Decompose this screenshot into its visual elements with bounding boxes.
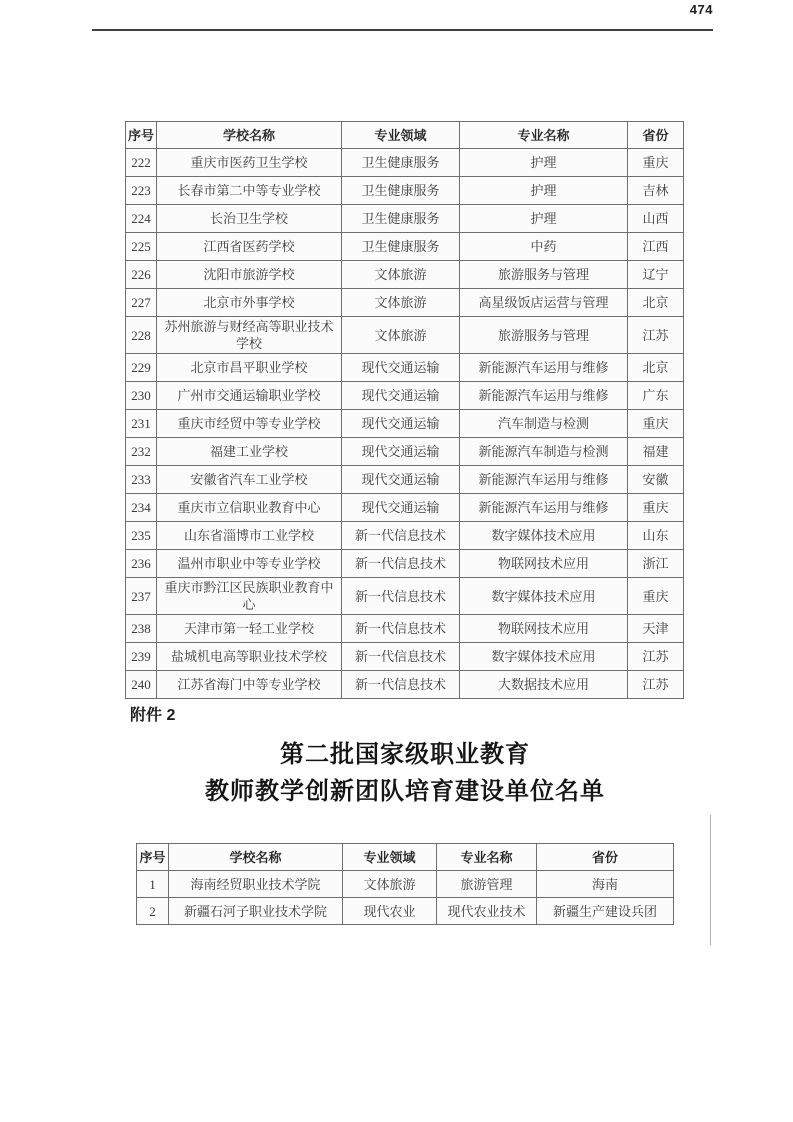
table-cell: 现代交通运输	[342, 494, 460, 522]
scan-artifact-line	[710, 815, 711, 945]
table-row	[126, 382, 684, 410]
table-cell: 新一代信息技术	[342, 550, 460, 578]
table-cell: 安徽	[628, 466, 684, 494]
table-cell: 现代交通运输	[342, 438, 460, 466]
table-cell: 江苏	[628, 671, 684, 699]
table-cell: 现代交通运输	[342, 382, 460, 410]
table-cell: 山东	[628, 522, 684, 550]
table-cell: 1	[137, 871, 169, 898]
table-row	[126, 317, 684, 354]
page-number: 474	[689, 2, 713, 17]
table-row	[126, 410, 684, 438]
table-cell: 重庆市黔江区民族职业教育中心	[157, 578, 342, 615]
table-cell: 江苏	[628, 643, 684, 671]
column-header: 省份	[628, 122, 684, 149]
table-cell: 新能源汽车运用与维修	[460, 382, 628, 410]
table-cell: 北京市昌平职业学校	[157, 354, 342, 382]
table-cell: 卫生健康服务	[342, 177, 460, 205]
table-cell: 海南经贸职业技术学院	[169, 871, 343, 898]
table-cell: 重庆市经贸中等专业学校	[157, 410, 342, 438]
table-row	[126, 233, 684, 261]
table-cell: 文体旅游	[342, 261, 460, 289]
table-cell: 文体旅游	[343, 871, 437, 898]
table-cell: 239	[126, 643, 157, 671]
table-cell: 福建	[628, 438, 684, 466]
table-cell: 江苏省海门中等专业学校	[157, 671, 342, 699]
column-header: 专业领域	[342, 122, 460, 149]
table-cell: 江苏	[628, 317, 684, 354]
table-cell: 重庆	[628, 410, 684, 438]
table-cell: 温州市职业中等专业学校	[157, 550, 342, 578]
table-cell: 浙江	[628, 550, 684, 578]
table-row	[126, 671, 684, 699]
table-cell: 238	[126, 615, 157, 643]
table-cell: 安徽省汽车工业学校	[157, 466, 342, 494]
attachment-label: 附件 2	[130, 707, 176, 724]
table-cell: 海南	[537, 871, 674, 898]
column-header: 序号	[126, 122, 157, 149]
table-cell: 228	[126, 317, 157, 354]
table-cell: 苏州旅游与财经高等职业技术学校	[157, 317, 342, 354]
header-row	[126, 122, 684, 149]
column-header: 专业名称	[460, 122, 628, 149]
document-title-line1: 第二批国家级职业教育	[280, 742, 530, 768]
table-cell: 227	[126, 289, 157, 317]
table-cell: 232	[126, 438, 157, 466]
table-cell: 重庆	[628, 578, 684, 615]
table-cell: 新一代信息技术	[342, 578, 460, 615]
table-cell: 天津	[628, 615, 684, 643]
table-cell: 237	[126, 578, 157, 615]
table1-header-row	[126, 122, 684, 149]
table-cell: 新一代信息技术	[342, 522, 460, 550]
table-cell: 汽车制造与检测	[460, 410, 628, 438]
table-cell: 新一代信息技术	[342, 643, 460, 671]
table-cell: 231	[126, 410, 157, 438]
table-cell: 辽宁	[628, 261, 684, 289]
table-cell: 222	[126, 149, 157, 177]
table-cell: 2	[137, 898, 169, 925]
column-header: 专业领域	[343, 844, 437, 871]
table-cell: 新能源汽车运用与维修	[460, 466, 628, 494]
document-title	[125, 737, 685, 811]
table-row	[126, 354, 684, 382]
table-cell: 卫生健康服务	[342, 205, 460, 233]
table-cell: 中药	[460, 233, 628, 261]
table-cell: 数字媒体技术应用	[460, 643, 628, 671]
table-cell: 沈阳市旅游学校	[157, 261, 342, 289]
table-cell: 旅游服务与管理	[460, 317, 628, 354]
table-cell: 天津市第一轻工业学校	[157, 615, 342, 643]
table-cell: 广东	[628, 382, 684, 410]
table-cell: 226	[126, 261, 157, 289]
table-cell: 新疆生产建设兵团	[537, 898, 674, 925]
table-row	[126, 643, 684, 671]
document-title-line2: 教师教学创新团队培育建设单位名单	[205, 779, 605, 805]
table-cell: 江西	[628, 233, 684, 261]
table-cell: 吉林	[628, 177, 684, 205]
table-cell: 236	[126, 550, 157, 578]
table-cell: 现代交通运输	[342, 354, 460, 382]
table-row	[126, 289, 684, 317]
table-row	[126, 494, 684, 522]
appendix-1-school-table	[125, 121, 684, 699]
table-cell: 重庆	[628, 149, 684, 177]
table-row	[126, 550, 684, 578]
table-cell: 护理	[460, 149, 628, 177]
table-row	[126, 466, 684, 494]
table-row	[126, 177, 684, 205]
table-cell: 233	[126, 466, 157, 494]
table-cell: 现代农业	[343, 898, 437, 925]
table-cell: 新一代信息技术	[342, 615, 460, 643]
table-row	[126, 438, 684, 466]
table-cell: 224	[126, 205, 157, 233]
table-cell: 北京	[628, 289, 684, 317]
table-row	[126, 615, 684, 643]
table-cell: 护理	[460, 177, 628, 205]
table-row	[126, 261, 684, 289]
header-row	[137, 844, 674, 871]
table-cell: 护理	[460, 205, 628, 233]
table2-body	[137, 871, 674, 925]
table-cell: 江西省医药学校	[157, 233, 342, 261]
table-cell: 新能源汽车运用与维修	[460, 494, 628, 522]
appendix-2-school-table	[136, 843, 674, 925]
table-cell: 现代交通运输	[342, 466, 460, 494]
table-cell: 225	[126, 233, 157, 261]
table-cell: 现代农业技术	[437, 898, 537, 925]
table-cell: 长治卫生学校	[157, 205, 342, 233]
table-cell: 广州市交通运输职业学校	[157, 382, 342, 410]
table-cell: 物联网技术应用	[460, 550, 628, 578]
table-cell: 234	[126, 494, 157, 522]
table-cell: 229	[126, 354, 157, 382]
column-header: 学校名称	[169, 844, 343, 871]
table-cell: 高星级饭店运营与管理	[460, 289, 628, 317]
table2-header-row	[137, 844, 674, 871]
table-row	[126, 522, 684, 550]
table-cell: 山东省淄博市工业学校	[157, 522, 342, 550]
table-row	[126, 205, 684, 233]
table-cell: 卫生健康服务	[342, 149, 460, 177]
table-cell: 北京市外事学校	[157, 289, 342, 317]
column-header: 省份	[537, 844, 674, 871]
table-cell: 山西	[628, 205, 684, 233]
table-cell: 文体旅游	[342, 317, 460, 354]
table-cell: 重庆	[628, 494, 684, 522]
table-row	[126, 149, 684, 177]
table-cell: 现代交通运输	[342, 410, 460, 438]
column-header: 学校名称	[157, 122, 342, 149]
table-cell: 重庆市医药卫生学校	[157, 149, 342, 177]
table-cell: 数字媒体技术应用	[460, 578, 628, 615]
column-header: 序号	[137, 844, 169, 871]
header-divider-rule	[92, 29, 713, 31]
table-cell: 盐城机电高等职业技术学校	[157, 643, 342, 671]
table-row	[126, 578, 684, 615]
table-cell: 大数据技术应用	[460, 671, 628, 699]
table-cell: 旅游服务与管理	[460, 261, 628, 289]
table-cell: 卫生健康服务	[342, 233, 460, 261]
table-cell: 北京	[628, 354, 684, 382]
table-cell: 数字媒体技术应用	[460, 522, 628, 550]
table-cell: 文体旅游	[342, 289, 460, 317]
table-cell: 旅游管理	[437, 871, 537, 898]
table-cell: 福建工业学校	[157, 438, 342, 466]
table-cell: 新能源汽车制造与检测	[460, 438, 628, 466]
table-cell: 新一代信息技术	[342, 671, 460, 699]
table-cell: 重庆市立信职业教育中心	[157, 494, 342, 522]
table-cell: 新疆石河子职业技术学院	[169, 898, 343, 925]
table-cell: 230	[126, 382, 157, 410]
table-cell: 235	[126, 522, 157, 550]
table-row	[137, 898, 674, 925]
table-cell: 新能源汽车运用与维修	[460, 354, 628, 382]
column-header: 专业名称	[437, 844, 537, 871]
table1-body	[126, 149, 684, 699]
table-cell: 223	[126, 177, 157, 205]
table-row	[137, 871, 674, 898]
table-cell: 物联网技术应用	[460, 615, 628, 643]
table-cell: 240	[126, 671, 157, 699]
table-cell: 长春市第二中等专业学校	[157, 177, 342, 205]
